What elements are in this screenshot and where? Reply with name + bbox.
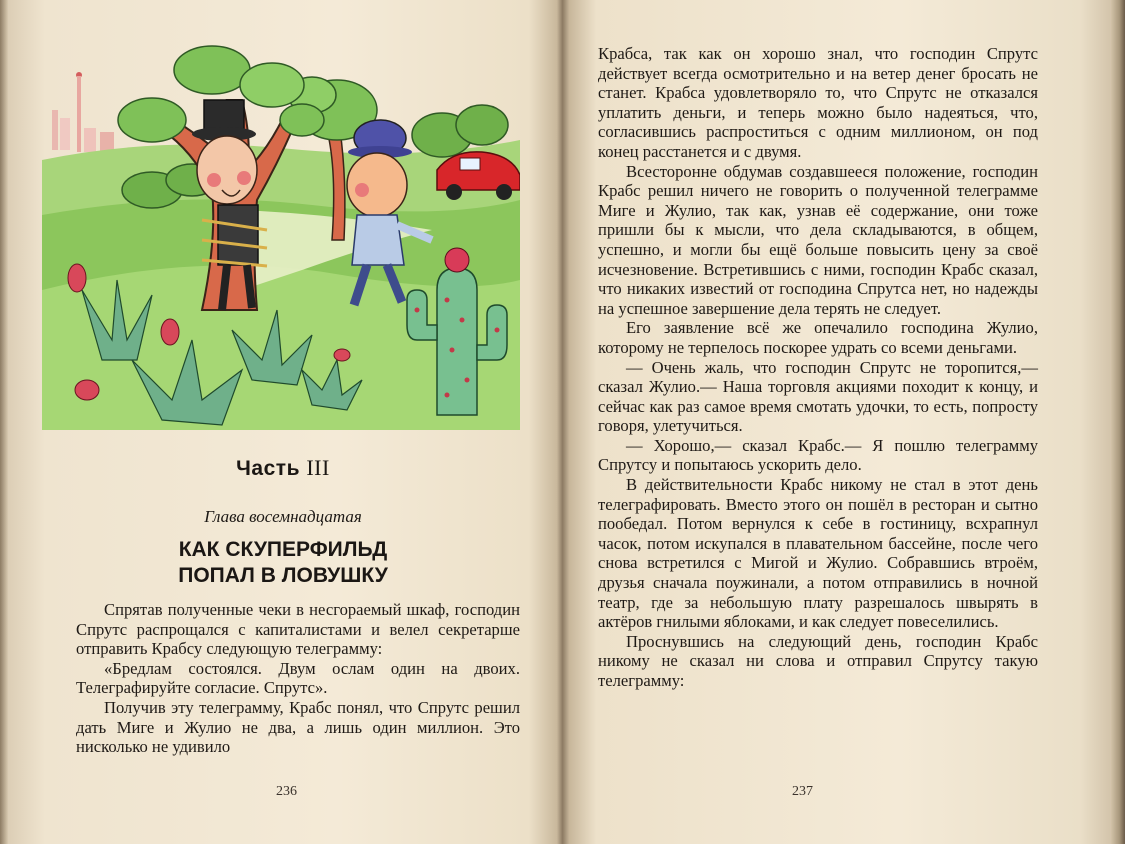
right-page [574,0,1094,844]
page-number-right: 237 [792,784,813,799]
book-edge-left [0,0,8,844]
part-title [18,455,548,481]
paragraph: — Очень жаль, что господин Спрутс не торопится,— сказал Жулио.— Наша торговля акциями походит к концу, и сейчас как раз самое время смотать удочки, то есть, попросту говоря, улетучиться. [598,357,1038,436]
distant-city [52,72,114,152]
paragraph: «Бредлам состоялся. Двум ослам один на двоих. Телеграфируйте согласие. Спрутс». [76,658,520,698]
paragraph: Всесторонне обдумав создавшееся положение, господин Крабс решил ничего не говорить о полученной телеграмме Миге и Жулио, так как, узнав её содержание, они тоже пришли бы к мысли, что дела складываются, в общем, успешно, и могли бы ещё больше повысить цену за своё исчезновение. Встретившись с ними, господин Крабс сказал, что никаких известий от господина Спрутса нет, но надежды на успешное завершение дела терять не следует. [598,161,1038,318]
chapter-title-line2: ПОПАЛ В ЛОВУШКУ [178,564,388,587]
paragraph: В действительности Крабс никому не стал в этот день телеграфировать. Вместо этого он пошёл в ресторан и сытно пообедал. Потом вернулся к себе в гостиницу, всхрапнул часок, потом искупался в плавательном бассейне, после чего снова встретился с Мигой и Жулио. Собравшись втроём, друзья сначала поужинали, а потом отправились в ночной театр, где за небольшую плату разрешалось швырять в актёров гнилыми яблоками, и как следует повеселились. [598,475,1038,632]
chapter-label: Глава восемнадцатая [204,507,362,526]
paragraph: — Хорошо,— сказал Крабс.— Я пошлю телеграмму Спрутсу и попытаюсь ускорить дело. [598,435,1038,475]
paragraph: Получив эту телеграмму, Крабс понял, что Спрутс решил дать Миге и Жулио не два, а лишь один миллион. Это нисколько не удивило [76,697,520,757]
chapter-title-line1: КАК СКУПЕРФИЛЬД [178,538,388,561]
paragraph: Спрятав полученные чеки в несгораемый шкаф, господин Спрутс распрощался с капиталистами и велел секретарше отправить Крабсу следующую телеграмму: [76,600,520,659]
chapter-illustration [42,40,520,430]
paragraph: Крабса, так как он хорошо знал, что господин Спрутс действует всегда осмотрительно и на ветер денег бросать не станет. Крабса удовлетворяло то, что Спрутс не отказался уплатить деньги, и теперь можно было надеяться, что, согласившись распроститься с одним миллионом, он под конец расстанется и с двумя. [598,44,1038,161]
cartoon-scene-illustration [42,40,520,430]
paragraph: Проснувшись на следующий день, господин Крабс никому не сказал ни слова и отправил Спрутсу такую телеграмму: [598,631,1038,690]
book-edge-right [1111,0,1125,844]
right-body-text [598,44,1038,691]
left-page [18,0,548,844]
paragraph: Его заявление всё же опечалило господина Жулио, которому не терпелось поскорее удрать со всеми деньгами. [598,318,1038,357]
chapter-title [18,537,548,589]
page-number-left: 236 [276,784,297,799]
part-number: III [306,455,330,480]
part-label: Часть [236,457,300,480]
left-body-text [76,600,520,757]
